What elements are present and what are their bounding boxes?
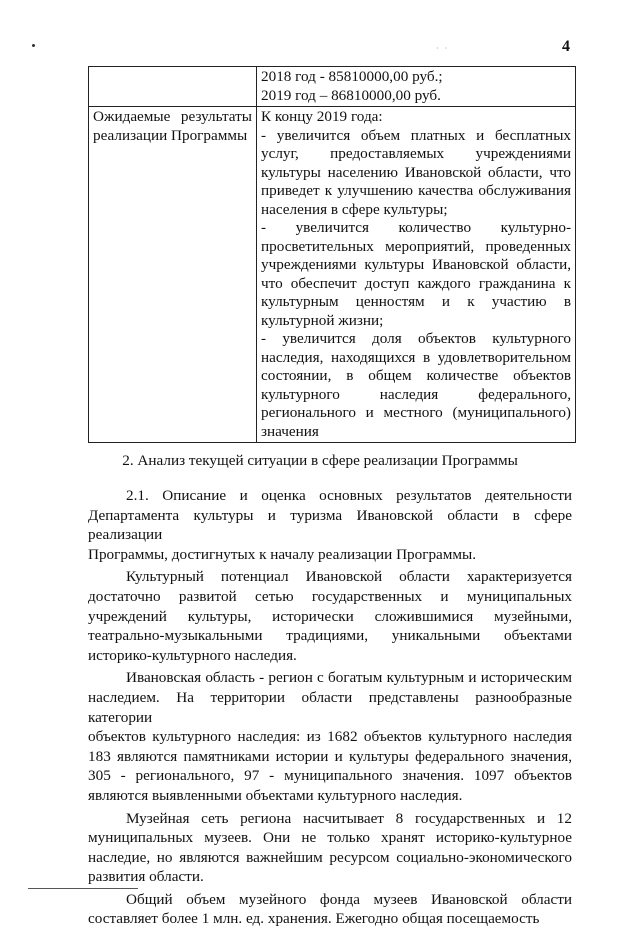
table-row bbox=[89, 107, 576, 443]
paragraph-line: достаточно развитой сетью государственных и муниципальных bbox=[88, 587, 572, 605]
row-label-cell bbox=[89, 67, 257, 107]
paragraph-line: театрально-музыкальными традициями, уникальными объектами bbox=[88, 627, 572, 645]
paragraph bbox=[88, 486, 572, 564]
expected-results-label bbox=[89, 107, 257, 443]
paragraph-line: 305 - регионального, 97 - муниципального значения. 1097 объектов bbox=[88, 767, 572, 785]
scan-mark bbox=[32, 44, 35, 47]
paragraph-line: учреждений культуры, исторически сложившимися музейными, bbox=[88, 607, 572, 625]
result-line: - увеличится количество культурно- bbox=[261, 219, 571, 236]
result-line: К концу 2019 года: bbox=[261, 108, 383, 125]
result-line: - увеличится доля объектов культурного bbox=[261, 330, 571, 347]
result-line: населения в сфере культуры; bbox=[261, 200, 448, 218]
page-number: 4 bbox=[562, 38, 570, 55]
label-line: реализации Программы bbox=[93, 126, 248, 144]
table-row bbox=[89, 67, 576, 107]
program-passport-table bbox=[88, 66, 576, 443]
result-line: значения bbox=[261, 422, 319, 440]
result-line: наследия, находящихся в удовлетворительном bbox=[261, 348, 571, 366]
paragraph-line: наследием. На территории области представлены разнообразные категории bbox=[88, 688, 572, 726]
footer-rule bbox=[28, 888, 138, 889]
label-line: Ожидаемые результаты bbox=[93, 108, 252, 125]
paragraph-line: 2.1. Описание и оценка основных результатов деятельности bbox=[126, 487, 572, 504]
paragraph-line: Департамента культуры и туризма Ивановской области в сфере реализации bbox=[88, 506, 572, 544]
scan-noise: · · bbox=[436, 44, 450, 53]
result-line: регионального и местного (муниципального) bbox=[261, 404, 571, 421]
paragraph-line: объектов культурного наследия: из 1682 объектов культурного наследия bbox=[88, 728, 572, 746]
paragraph-line: наследие, но являются важнейшим ресурсом социально-экономического bbox=[88, 848, 572, 866]
paragraph-line: Общий объем музейного фонда музеев Ивановской области bbox=[126, 890, 572, 908]
paragraph-line: составляет более 1 млн. ед. хранения. Ежегодно общая посещаемость bbox=[88, 910, 540, 928]
body-text bbox=[88, 486, 572, 932]
paragraph-line: являются выявленными объектами культурного наследия. bbox=[88, 786, 463, 804]
paragraph-line: Музейная сеть региона насчитывает 8 государственных и 12 bbox=[126, 809, 572, 827]
result-line: культуры населению Ивановской области, что bbox=[261, 163, 571, 181]
result-line: культурной жизни; bbox=[261, 311, 384, 329]
funding-line-2018: 2018 год - 85810000,00 руб.; bbox=[261, 68, 443, 85]
result-line: учреждениями культуры Ивановской области, bbox=[261, 256, 571, 273]
expected-results-content bbox=[257, 107, 576, 443]
paragraph-line: Культурный потенциал Ивановской области характеризуется bbox=[126, 568, 572, 586]
result-line: - увеличится объем платных и бесплатных bbox=[261, 126, 571, 144]
paragraph bbox=[88, 567, 572, 665]
paragraph-line: историко-культурного наследия. bbox=[88, 646, 297, 664]
result-line: просветительных мероприятий, проведенных bbox=[261, 237, 571, 255]
section-heading: 2. Анализ текущей ситуации в сфере реализации Программы bbox=[122, 452, 518, 469]
funding-line-2019: 2019 год – 86810000,00 руб. bbox=[261, 86, 441, 104]
paragraph-line: Программы, достигнутых к началу реализации Программы. bbox=[88, 545, 477, 563]
result-line: приведет к улучшению качества обслуживания bbox=[261, 182, 571, 199]
paragraph-line: 183 являются памятниками истории и культуры федерального значения, bbox=[88, 747, 572, 765]
paragraph-line: Ивановская область - регион с богатым культурным и историческим bbox=[126, 669, 572, 687]
paragraph bbox=[88, 668, 572, 805]
result-line: что обеспечит доступ каждого гражданина к bbox=[261, 274, 571, 292]
result-line: культурным ценностям и к участию в bbox=[261, 293, 571, 310]
funding-cell bbox=[257, 67, 576, 107]
result-line: услуг, предоставляемых учреждениями bbox=[261, 145, 571, 162]
result-line: культурного наследия федерального, bbox=[261, 385, 571, 403]
paragraph-line: развития области. bbox=[88, 868, 204, 886]
paragraph-line: муниципальных музеев. Они не только хранят историко-культурное bbox=[88, 829, 572, 847]
result-line: состоянии, в общем количестве объектов bbox=[261, 367, 571, 384]
paragraph bbox=[88, 890, 572, 929]
paragraph bbox=[88, 809, 572, 887]
